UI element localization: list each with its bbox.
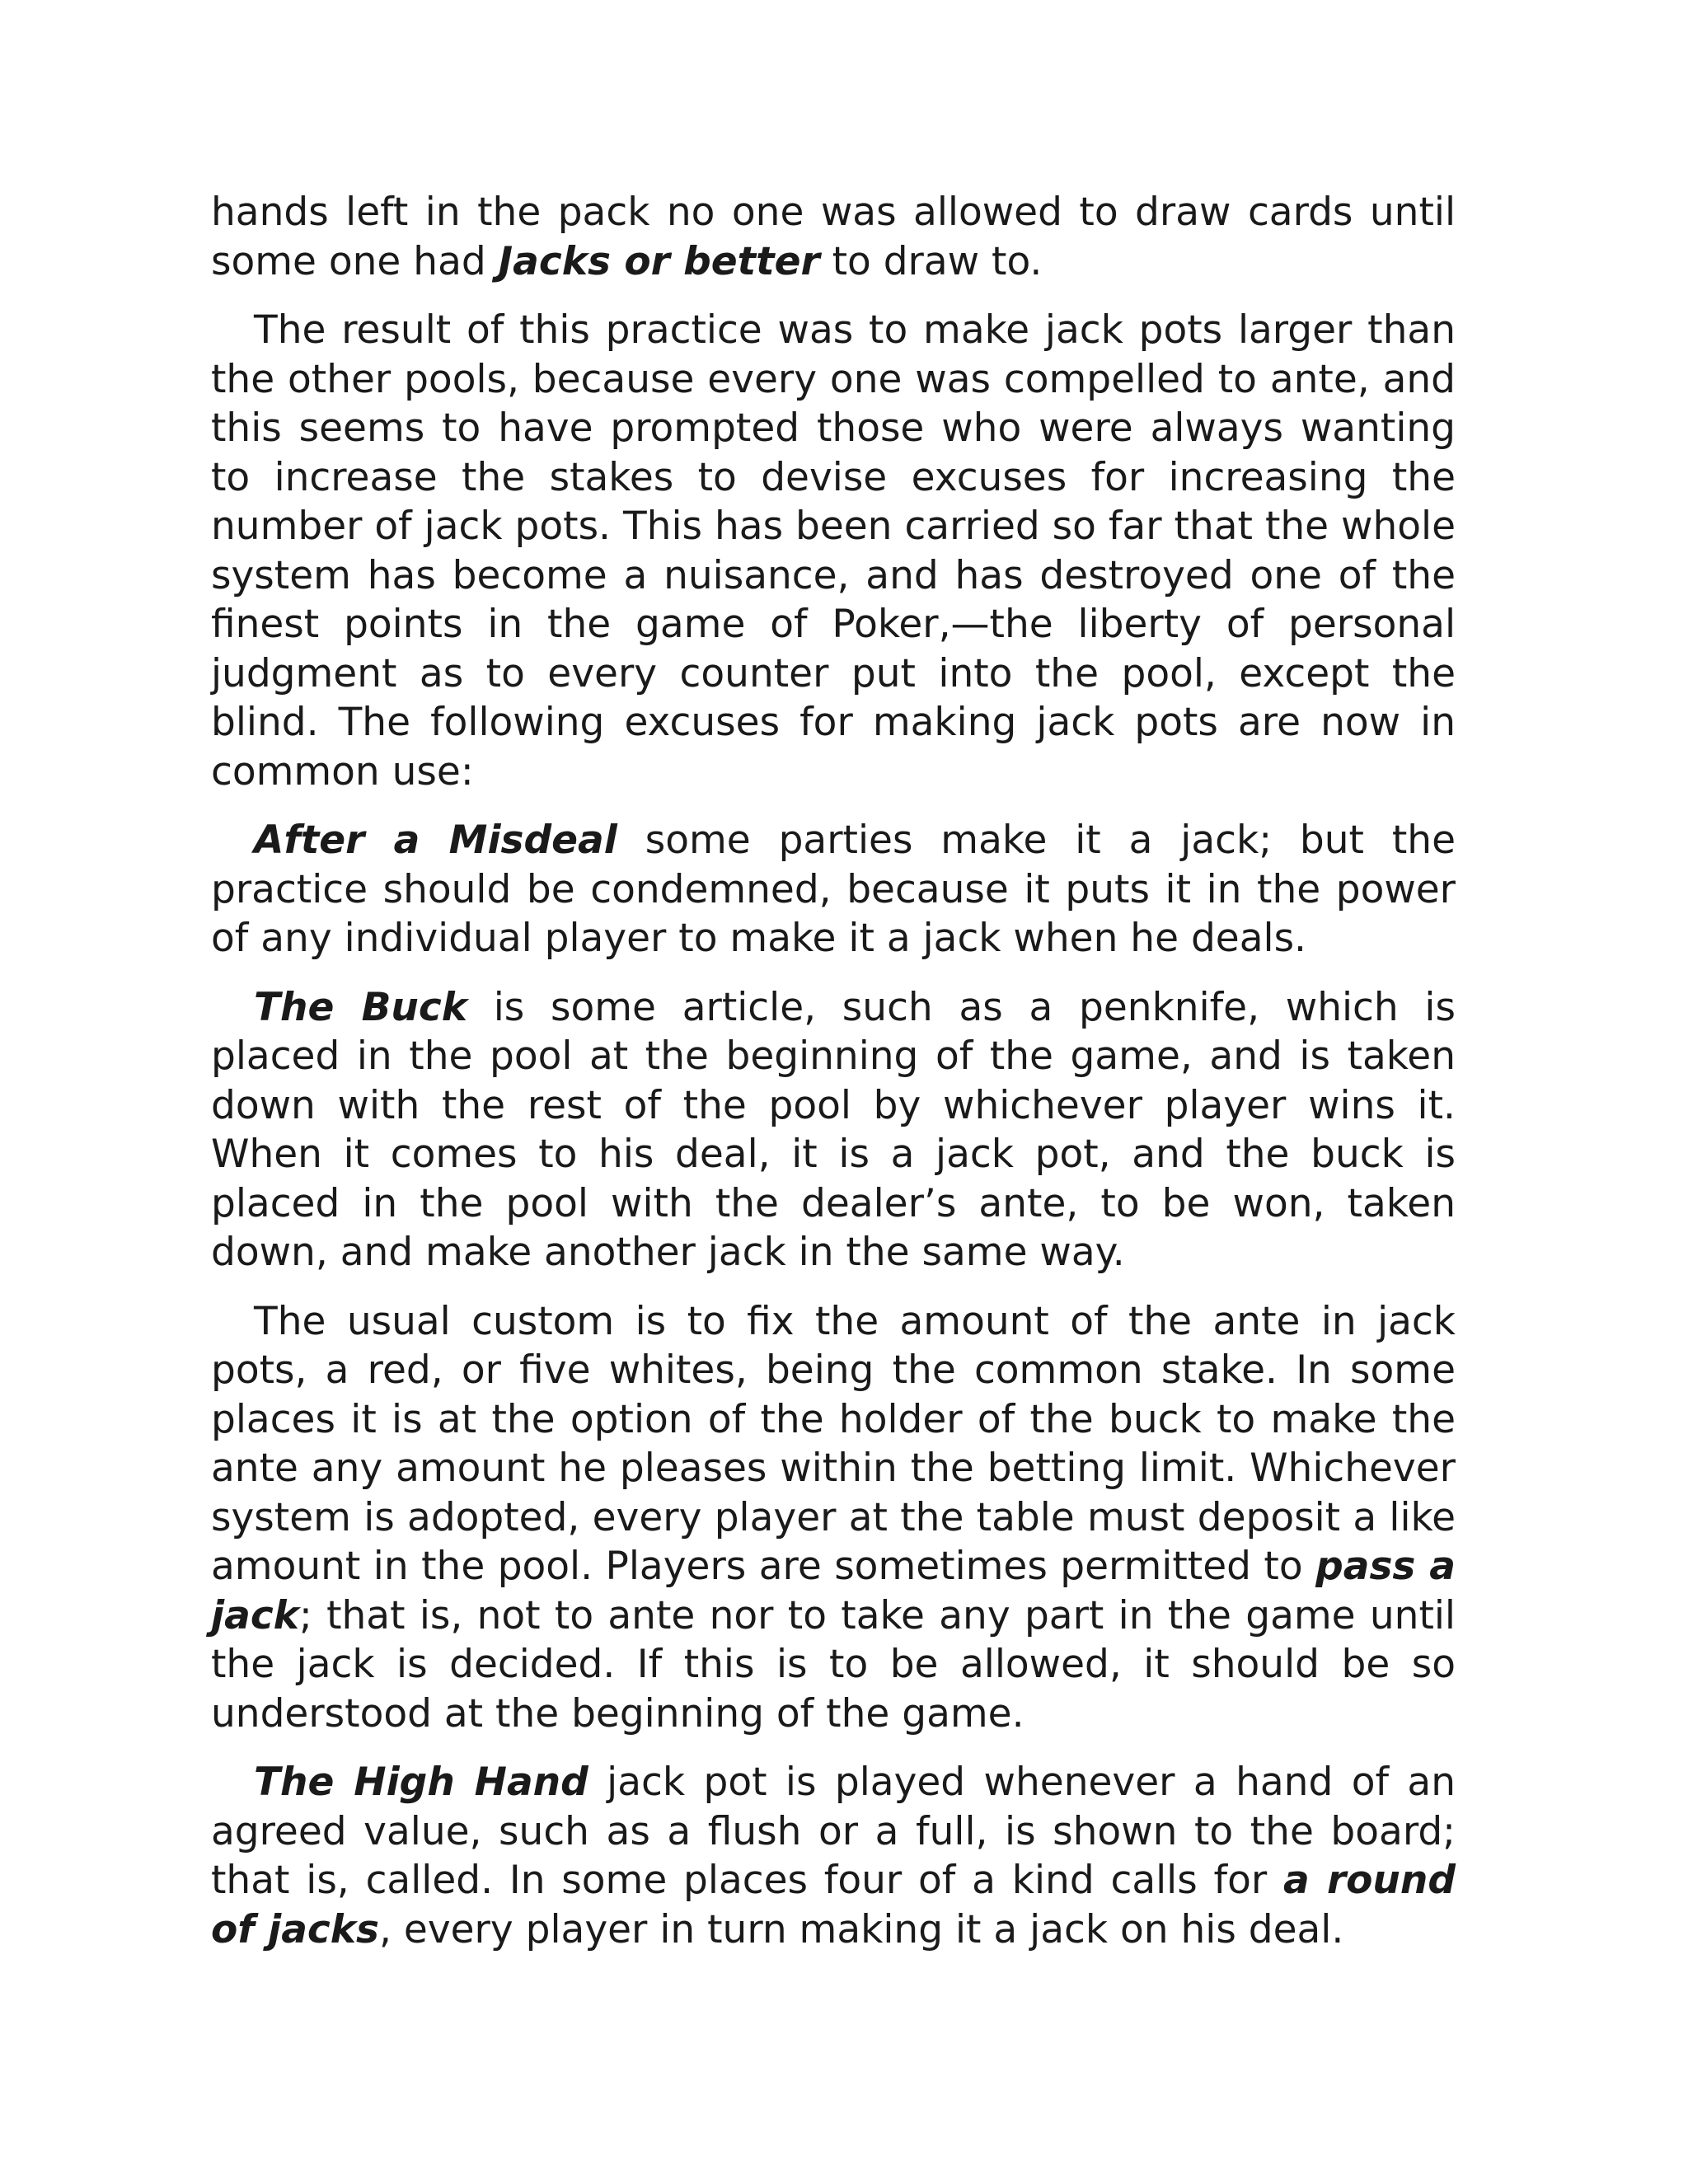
text-run: some parties make it a jack; but the practice should be condemned, because it puts it in the power of any individual player to make it a jack when he deals. [211,818,1456,961]
text-run: jack pot is played whenever a hand of an agreed value, such as a flush or a full, is shown to the board; that is, called. In some places four of a kind calls for [211,1760,1456,1903]
text-run: , every player in turn making it a jack on his deal. [379,1906,1344,1952]
text-run: The result of this practice was to make jack pots larger than the other pools, because every one was compelled to ante, and this seems to have prompted those who were always wanting to increase the stakes to devise excuses for increasing the number of jack pots. This has been carried so far that the whole system has become a nuisance, and has destroyed one of the finest points in the game of Poker,—the liberty of personal judgment as to every counter put into the pool, except the blind. The following excuses for making jack pots are now in common use: [211,307,1456,794]
paragraph-result-of-practice [211,306,1456,796]
paragraph-the-buck [211,983,1456,1277]
emphasis-jacks-or-better: Jacks or better [498,238,820,284]
emphasis-the-high-hand: The High Hand [254,1760,588,1805]
emphasis-after-a-misdeal: After a Misdeal [254,818,617,863]
text-run: to draw to. [819,238,1043,284]
text-run: is some article, such as a penknife, which is placed in the pool at the beginning of the game, and is taken down with the rest of the pool by whichever player wins it. When it comes to his deal, it is a jack pot, and the buck is placed in the pool with the dealer’s ante, to be won, taken down, and make another jack in the same way. [211,984,1456,1275]
emphasis-the-buck: The Buck [254,984,467,1030]
paragraph-the-high-hand [211,1758,1456,1954]
emphasis-pass-a-jack: pass a jack [211,1544,1456,1638]
emphasis-a-round-of-jacks: a round of jacks [211,1858,1456,1952]
paragraph-continued [211,188,1456,286]
document-page [211,188,1456,1974]
text-run: hands left in the pack no one was allowed to draw cards until some one had [211,190,1456,284]
text-run: The usual custom is to fix the amount of the ante in jack pots, a red, or five whites, being the common stake. In some places it is at the option of the holder of the buck to make the ante any amount he pleases within the betting limit. Whichever system is adopted, every player at the table must deposit a like amount in the pool. Players are sometimes permitted to [211,1298,1456,1589]
paragraph-usual-custom [211,1297,1456,1739]
text-run: ; that is, not to ante nor to take any part in the game until the jack is decided. If this is to be allowed, it should be so understood at the beginning of the game. [211,1592,1456,1736]
paragraph-after-a-misdeal [211,816,1456,963]
